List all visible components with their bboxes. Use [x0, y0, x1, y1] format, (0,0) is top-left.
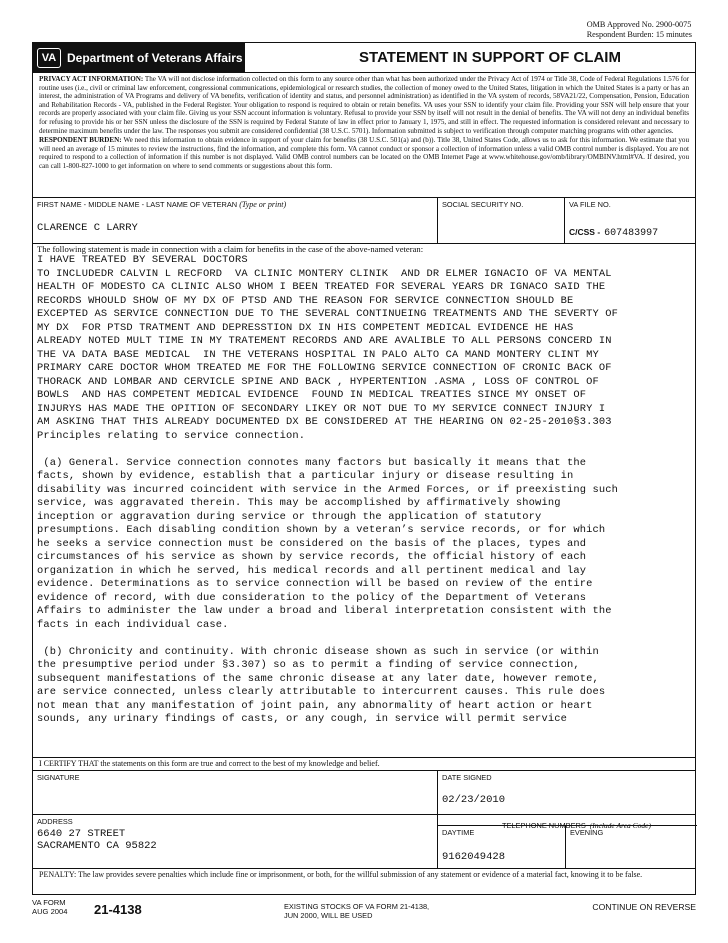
date-signed-label: DATE SIGNED	[442, 773, 492, 782]
veteran-name-field[interactable]: CLARENCE C LARRY	[37, 222, 138, 234]
burden-heading: RESPONDENT BURDEN:	[39, 136, 122, 145]
ssn-cell	[437, 198, 564, 243]
daytime-phone-field[interactable]: 9162049428	[442, 851, 506, 863]
va-file-cell	[564, 198, 697, 243]
va-file-label: VA FILE NO.	[569, 200, 611, 209]
omb-burden: Respondent Burden: 15 minutes	[586, 30, 692, 39]
va-file-prefix: C/CSS -	[569, 227, 601, 237]
statement-section	[32, 244, 696, 758]
form-title: STATEMENT IN SUPPORT OF CLAIM	[359, 49, 621, 66]
va-file-field[interactable]: 607483997	[604, 228, 659, 239]
telephone-label: TELEPHONE NUMBERS	[501, 821, 586, 830]
va-logo-icon: VA	[37, 48, 61, 68]
omb-info	[587, 20, 692, 40]
form-label: VA FORM	[32, 898, 66, 907]
omb-approved: OMB Approved No. 2900-0075	[586, 20, 692, 29]
existing-line1: EXISTING STOCKS OF VA FORM 21-4138,	[284, 902, 430, 911]
date-signed-field[interactable]: 02/23/2010	[442, 794, 506, 806]
form-date: AUG 2004	[32, 907, 68, 916]
daytime-label: DAYTIME	[442, 828, 475, 837]
penalty-notice	[32, 869, 696, 895]
existing-line2: JUN 2000, WILL BE USED	[284, 911, 373, 920]
veteran-info-row	[32, 198, 696, 244]
penalty-text: The law provides severe penalties which include fine or imprisonment, or both, for the willful submission of any statement or evidence of a material fact, knowing it to be false.	[78, 870, 643, 879]
address-line1-field[interactable]: 6640 27 STREET	[37, 828, 126, 840]
statement-text-field[interactable]: I HAVE TREATED BY SEVERAL DOCTORS TO INCLUDEDR CALVIN L RECFORD VA CLINIC MONTERY CLINIK AND DR ELMER IGNACIO OF VA MENTAL HEALTH OF MODESTO CA CLINIC ALSO WHOM I BEEN TREATED FOR SEVERAL YEARS DR IGNACO SAID THE RECORDS WHOULD SHOW OF MY DX OF PTSD AND THE REASON FOR SERVICE CONNECTION SHOULD BE EXCEPTED AS SERVICE CONNECTION DUE TO THE SEVERAL CONTINUEING TREATMENTS AND THE SEVERTY OF MY DX FOR PTSD TRATMENT AND DEPRESSTION DX IN HIS COMPETENT MEDICAL EVIDENCE HE HAS ALREADY NOTED MULT TIME IN MY TRATEMENT RECORDS AND ARE AVALIBLE TO ALL PERSONS CONCERD IN THE VA DATA BASE MEDICAL IN THE VETERANS HOSPITAL IN PALO ALTO CA MAND MONTERY CLINT MY PRIMARY CARE DOCTOR WHOM TREATED ME FOR THE FOLLOWING SERVICE CONNECTION OF CRONIC BACK OF THORACK AND LOMBAR AND CERVICLE SPINE AND BACK , HYPERTENTION .ASMA , LOSS OF CONTROL OF BOWLS AND HAS COMPETENT MEDICAL EVIDENCE FOUND IN MEDICAL TREATIES SINCE MY ONSET OF INJURYS HAS MADE THE OPITION OF SECONDARY LIKEY OR NOT DUE TO MY SERVICE CONNECT INJURY I AM ASKING THAT THIS ALREADY DOCUMENTED DX BE CONSIDERED AT THE HEARING ON 02-25-2010§3.303 Principles relating to service connection. (a) General. Service connection connotes many factors but basically it means that the facts, shown by evidence, establish that a particular injury or disease resulting in disability was incurred coincident with service in the Armed Forces, or if preexisting such service, was aggravated therein. This may be accomplished by affirmatively showing inception or aggravation during service or through the application of statutory presumptions. Each disabling condition shown by a veteran’s service records, or for which he seeks a service connection must be considered on the basis of the places, types and circumstances of his service as shown by service records, the official history of each organization in which he served, his medical records and all pertinent medical and lay evidence. Determinations as to service connection will be based on review of the entire evidence of record, with due consideration to the policy of the Department of Veterans Affairs to administer the law under a broad and liberal interpretation consistent with the facts in each individual case. (b) Chronicity and continuity. With chronic disease shown as such in service (or within the presumptive period under §3.307) so as to permit a finding of service connection, subsequent manifestations of the same chronic disease at any later date, however remote, are service connected, unless clearly attributable to intercurrent causes. This rule does not mean that any manifestation of joint pain, any abnormality of heart action or heart sounds, any urinary findings of casts, or any cough, in service will permit service	[37, 254, 619, 725]
existing-stocks-note	[284, 902, 429, 920]
evening-cell	[565, 826, 698, 868]
signature-cell	[33, 771, 437, 814]
continue-on-reverse: CONTINUE ON REVERSE	[592, 902, 696, 912]
address-label: ADDRESS	[37, 817, 73, 826]
department-banner	[33, 43, 245, 72]
veteran-name-label: FIRST NAME - MIDDLE NAME - LAST NAME OF VETERAN	[37, 200, 238, 209]
form-header	[32, 42, 696, 72]
telephone-cell	[437, 815, 697, 868]
privacy-text: The VA will not disclose information collected on this form to any source other than what has been authorized under the Privacy Act of 1974 or Title 38, Code of Federal Regulations 1.576 for routine uses (i.e., civil or criminal law enforcement, congressional communications, epidemiological or research studies, the collection of money owed to the United States, litigation in which the United States is a party or has an interest, the administration of VA Programs and delivery of VA benefits, verification of identity and status, and personnel administration) as identified in the VA system of records, 58VA21/22, Compensation, Pension, Education and Rehabilitation Records - VA, published in the Federal Register. Your obligation to respond is required to obtain or retain benefits. VA uses your SSN to identify your claim file. Providing your SSN will help ensure that your records are properly associated with your claim file. Giving us your SSN account information is voluntary. Refusal to provide your SSN by itself will not result in the denial of benefits. The VA will not deny an individual benefits for refusing to provide his or her SSN unless the disclosure of the SSN is required by Federal Statute of law in effect prior to January 1, 1975, and still in effect. The requested information is considered relevant and necessary to determine maximum benefits under the law. The responses you submit are considered confidential (38 U.S.C. 5701). Information submitted is subject to verification through computer matching programs with other agencies.	[39, 75, 689, 135]
telephone-hint: (Include Area Code)	[589, 821, 651, 830]
signature-label: SIGNATURE	[37, 773, 80, 782]
address-row	[32, 815, 696, 869]
department-name: Department of Veterans Affairs	[67, 50, 243, 65]
certification: I CERTIFY THAT the statements on this form are true and correct to the best of my knowledge and belief.	[32, 758, 696, 771]
veteran-name-cell	[33, 198, 437, 243]
date-signed-cell	[437, 771, 697, 814]
statement-label: The following statement is made in connection with a claim for benefits in the case of the above-named veteran:	[37, 244, 424, 254]
daytime-cell	[438, 826, 565, 868]
address-cell	[33, 815, 437, 868]
burden-text: We need this information to obtain evidence in support of your claim for benefits (38 U.S.C. 501(a) and (b)). Title 38, United States Code, allows us to ask for this information. We estimate that you will need an average of 15 minutes to review the instructions, find the information, and complete this form. VA cannot conduct or sponsor a collection of information unless a valid OMB control number is displayed. You are not required to respond to a collection of information if this number is not displayed. Valid OMB control numbers can be located on the OMB Internet Page at www.whitehouse.gov/omb/library/OMBINV.html#VA. If desired, you can call 1-800-827-1000 to get information on where to send comments or suggestions about this form.	[39, 136, 689, 170]
form-id	[32, 898, 67, 916]
penalty-heading: PENALTY:	[39, 870, 77, 879]
privacy-heading: PRIVACY ACT INFORMATION:	[39, 75, 144, 83]
form-footer	[32, 898, 696, 928]
signature-row	[32, 771, 696, 815]
form-number: 21-4138	[94, 902, 142, 917]
evening-label: EVENING	[570, 828, 604, 837]
address-line2-field[interactable]: SACRAMENTO CA 95822	[37, 840, 157, 852]
veteran-name-hint: (Type or print)	[239, 200, 287, 209]
ssn-label: SOCIAL SECURITY NO.	[442, 200, 524, 209]
privacy-notice	[32, 72, 696, 198]
